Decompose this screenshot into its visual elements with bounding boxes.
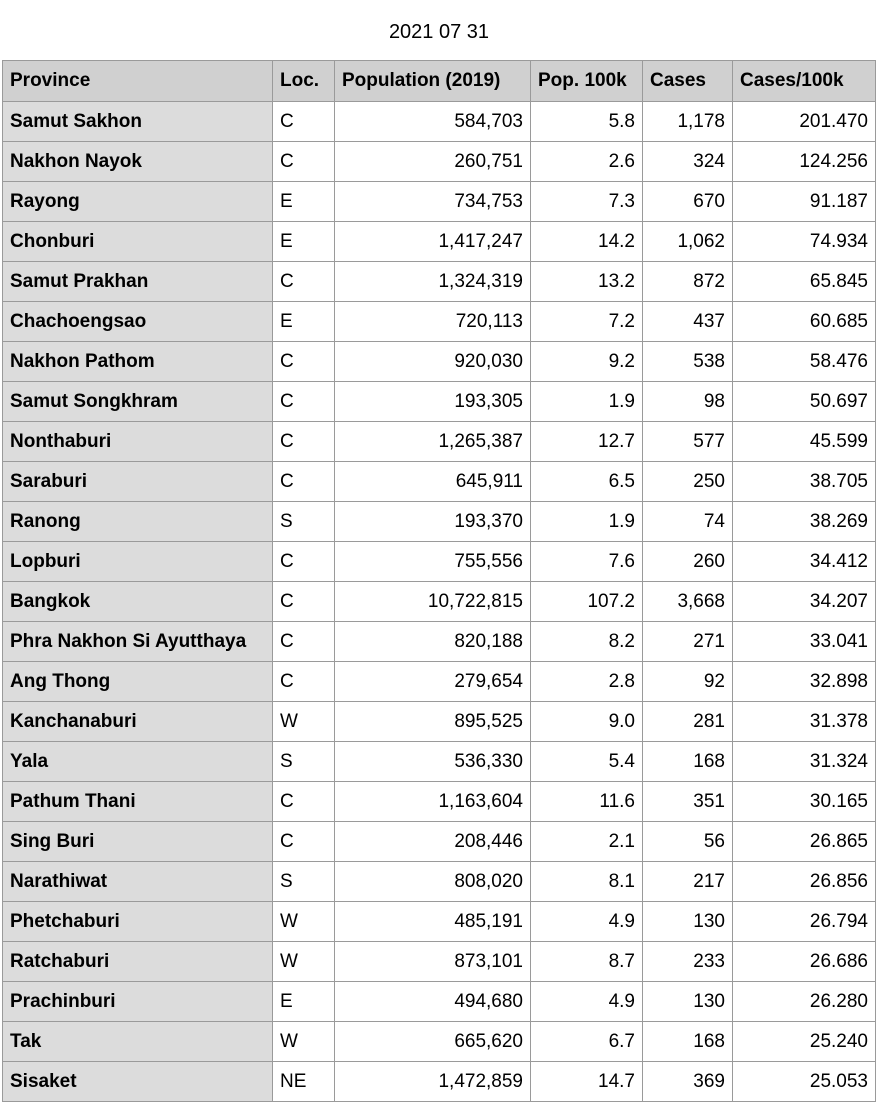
- cases-cell: 538: [643, 342, 733, 382]
- table-row: [3, 142, 876, 182]
- column-header-population: Population (2019): [335, 61, 531, 102]
- cases-per-100k-cell: 34.207: [733, 582, 876, 622]
- cases-per-100k-cell: 74.934: [733, 222, 876, 262]
- column-header-loc: Loc.: [273, 61, 335, 102]
- population-cell: 920,030: [335, 342, 531, 382]
- cases-per-100k-cell: 60.685: [733, 302, 876, 342]
- pop-100k-cell: 8.2: [531, 622, 643, 662]
- cases-cell: 130: [643, 902, 733, 942]
- column-header-cases: Cases: [643, 61, 733, 102]
- cases-cell: 670: [643, 182, 733, 222]
- cases-per-100k-cell: 58.476: [733, 342, 876, 382]
- population-cell: 1,163,604: [335, 782, 531, 822]
- pop-100k-cell: 13.2: [531, 262, 643, 302]
- province-cell: Ranong: [3, 502, 273, 542]
- cases-cell: 260: [643, 542, 733, 582]
- table-row: [3, 862, 876, 902]
- cases-per-100k-cell: 65.845: [733, 262, 876, 302]
- table-row: [3, 582, 876, 622]
- pop-100k-cell: 7.6: [531, 542, 643, 582]
- population-cell: 645,911: [335, 462, 531, 502]
- province-cell: Narathiwat: [3, 862, 273, 902]
- population-cell: 895,525: [335, 702, 531, 742]
- table-row: [3, 302, 876, 342]
- cases-per-100k-cell: 45.599: [733, 422, 876, 462]
- loc-cell: C: [273, 462, 335, 502]
- population-cell: 10,722,815: [335, 582, 531, 622]
- population-cell: 1,324,319: [335, 262, 531, 302]
- table-row: [3, 662, 876, 702]
- table-row: [3, 182, 876, 222]
- cases-per-100k-cell: 124.256: [733, 142, 876, 182]
- cases-cell: 351: [643, 782, 733, 822]
- pop-100k-cell: 14.7: [531, 1062, 643, 1102]
- table-body: [3, 102, 876, 1102]
- loc-cell: C: [273, 342, 335, 382]
- province-cell: Samut Prakhan: [3, 262, 273, 302]
- pop-100k-cell: 107.2: [531, 582, 643, 622]
- cases-cell: 577: [643, 422, 733, 462]
- population-cell: 193,305: [335, 382, 531, 422]
- loc-cell: C: [273, 142, 335, 182]
- pop-100k-cell: 8.1: [531, 862, 643, 902]
- pop-100k-cell: 6.5: [531, 462, 643, 502]
- cases-cell: 3,668: [643, 582, 733, 622]
- loc-cell: E: [273, 982, 335, 1022]
- population-cell: 820,188: [335, 622, 531, 662]
- pop-100k-cell: 9.2: [531, 342, 643, 382]
- population-cell: 755,556: [335, 542, 531, 582]
- pop-100k-cell: 12.7: [531, 422, 643, 462]
- loc-cell: NE: [273, 1062, 335, 1102]
- population-cell: 720,113: [335, 302, 531, 342]
- province-cell: Bangkok: [3, 582, 273, 622]
- province-cell: Prachinburi: [3, 982, 273, 1022]
- column-header-pop-100k: Pop. 100k: [531, 61, 643, 102]
- cases-cell: 1,062: [643, 222, 733, 262]
- pop-100k-cell: 7.3: [531, 182, 643, 222]
- loc-cell: E: [273, 222, 335, 262]
- province-cell: Chonburi: [3, 222, 273, 262]
- cases-per-100k-cell: 31.324: [733, 742, 876, 782]
- population-cell: 665,620: [335, 1022, 531, 1062]
- population-cell: 1,417,247: [335, 222, 531, 262]
- cases-per-100k-cell: 25.053: [733, 1062, 876, 1102]
- province-cell: Phetchaburi: [3, 902, 273, 942]
- cases-per-100k-cell: 25.240: [733, 1022, 876, 1062]
- population-cell: 260,751: [335, 142, 531, 182]
- table-row: [3, 502, 876, 542]
- header-row: [3, 61, 876, 102]
- cases-per-100k-cell: 201.470: [733, 102, 876, 142]
- loc-cell: C: [273, 662, 335, 702]
- table-row: [3, 542, 876, 582]
- province-cell: Tak: [3, 1022, 273, 1062]
- column-header-province: Province: [3, 61, 273, 102]
- province-cell: Ratchaburi: [3, 942, 273, 982]
- data-table: [2, 60, 876, 1102]
- population-cell: 1,265,387: [335, 422, 531, 462]
- cases-cell: 271: [643, 622, 733, 662]
- cases-per-100k-cell: 26.280: [733, 982, 876, 1022]
- pop-100k-cell: 6.7: [531, 1022, 643, 1062]
- population-cell: 536,330: [335, 742, 531, 782]
- table-row: [3, 702, 876, 742]
- province-cell: Sisaket: [3, 1062, 273, 1102]
- table-row: [3, 902, 876, 942]
- province-cell: Phra Nakhon Si Ayutthaya: [3, 622, 273, 662]
- pop-100k-cell: 1.9: [531, 502, 643, 542]
- province-cell: Nakhon Pathom: [3, 342, 273, 382]
- population-cell: 485,191: [335, 902, 531, 942]
- cases-per-100k-cell: 38.705: [733, 462, 876, 502]
- cases-cell: 217: [643, 862, 733, 902]
- page-title: 2021 07 31: [388, 21, 490, 43]
- loc-cell: C: [273, 822, 335, 862]
- loc-cell: C: [273, 382, 335, 422]
- cases-per-100k-cell: 34.412: [733, 542, 876, 582]
- cases-per-100k-cell: 32.898: [733, 662, 876, 702]
- cases-per-100k-cell: 33.041: [733, 622, 876, 662]
- cases-cell: 168: [643, 1022, 733, 1062]
- table-row: [3, 222, 876, 262]
- loc-cell: E: [273, 182, 335, 222]
- table-row: [3, 822, 876, 862]
- cases-cell: 369: [643, 1062, 733, 1102]
- province-cell: Kanchanaburi: [3, 702, 273, 742]
- cases-per-100k-cell: 30.165: [733, 782, 876, 822]
- cases-cell: 250: [643, 462, 733, 502]
- table-row: [3, 262, 876, 302]
- table-row: [3, 342, 876, 382]
- province-cell: Rayong: [3, 182, 273, 222]
- loc-cell: S: [273, 862, 335, 902]
- population-cell: 734,753: [335, 182, 531, 222]
- cases-per-100k-cell: 26.794: [733, 902, 876, 942]
- pop-100k-cell: 1.9: [531, 382, 643, 422]
- pop-100k-cell: 2.6: [531, 142, 643, 182]
- pop-100k-cell: 14.2: [531, 222, 643, 262]
- loc-cell: S: [273, 742, 335, 782]
- cases-per-100k-cell: 31.378: [733, 702, 876, 742]
- population-cell: 494,680: [335, 982, 531, 1022]
- population-cell: 873,101: [335, 942, 531, 982]
- cases-cell: 98: [643, 382, 733, 422]
- province-cell: Samut Songkhram: [3, 382, 273, 422]
- cases-cell: 1,178: [643, 102, 733, 142]
- province-cell: Samut Sakhon: [3, 102, 273, 142]
- table-row: [3, 622, 876, 662]
- population-cell: 193,370: [335, 502, 531, 542]
- table-row: [3, 102, 876, 142]
- population-cell: 208,446: [335, 822, 531, 862]
- table-row: [3, 382, 876, 422]
- loc-cell: W: [273, 942, 335, 982]
- population-cell: 808,020: [335, 862, 531, 902]
- loc-cell: C: [273, 422, 335, 462]
- pop-100k-cell: 11.6: [531, 782, 643, 822]
- loc-cell: C: [273, 782, 335, 822]
- cases-cell: 233: [643, 942, 733, 982]
- pop-100k-cell: 7.2: [531, 302, 643, 342]
- population-cell: 1,472,859: [335, 1062, 531, 1102]
- loc-cell: W: [273, 1022, 335, 1062]
- loc-cell: C: [273, 582, 335, 622]
- column-header-cases-per-100k: Cases/100k: [733, 61, 876, 102]
- pop-100k-cell: 9.0: [531, 702, 643, 742]
- table-row: [3, 1022, 876, 1062]
- cases-per-100k-cell: 50.697: [733, 382, 876, 422]
- table-row: [3, 1062, 876, 1102]
- province-cell: Yala: [3, 742, 273, 782]
- pop-100k-cell: 4.9: [531, 902, 643, 942]
- province-cell: Lopburi: [3, 542, 273, 582]
- pop-100k-cell: 5.4: [531, 742, 643, 782]
- loc-cell: S: [273, 502, 335, 542]
- loc-cell: W: [273, 702, 335, 742]
- cases-per-100k-cell: 26.865: [733, 822, 876, 862]
- population-cell: 584,703: [335, 102, 531, 142]
- pop-100k-cell: 2.1: [531, 822, 643, 862]
- province-cell: Pathum Thani: [3, 782, 273, 822]
- province-cell: Nakhon Nayok: [3, 142, 273, 182]
- cases-cell: 168: [643, 742, 733, 782]
- cases-per-100k-cell: 91.187: [733, 182, 876, 222]
- pop-100k-cell: 5.8: [531, 102, 643, 142]
- province-cell: Sing Buri: [3, 822, 273, 862]
- cases-per-100k-cell: 26.686: [733, 942, 876, 982]
- pop-100k-cell: 8.7: [531, 942, 643, 982]
- cases-cell: 872: [643, 262, 733, 302]
- cases-cell: 281: [643, 702, 733, 742]
- province-cell: Ang Thong: [3, 662, 273, 702]
- cases-per-100k-cell: 38.269: [733, 502, 876, 542]
- table-row: [3, 942, 876, 982]
- table-row: [3, 982, 876, 1022]
- cases-per-100k-cell: 26.856: [733, 862, 876, 902]
- table-row: [3, 782, 876, 822]
- cases-cell: 56: [643, 822, 733, 862]
- cases-cell: 437: [643, 302, 733, 342]
- table-row: [3, 462, 876, 502]
- table-row: [3, 742, 876, 782]
- pop-100k-cell: 2.8: [531, 662, 643, 702]
- loc-cell: C: [273, 262, 335, 302]
- province-cell: Chachoengsao: [3, 302, 273, 342]
- table-row: [3, 422, 876, 462]
- loc-cell: C: [273, 542, 335, 582]
- cases-cell: 92: [643, 662, 733, 702]
- loc-cell: C: [273, 102, 335, 142]
- province-cell: Nonthaburi: [3, 422, 273, 462]
- pop-100k-cell: 4.9: [531, 982, 643, 1022]
- cases-cell: 324: [643, 142, 733, 182]
- table-header: [3, 61, 876, 102]
- population-cell: 279,654: [335, 662, 531, 702]
- cases-cell: 74: [643, 502, 733, 542]
- loc-cell: E: [273, 302, 335, 342]
- cases-cell: 130: [643, 982, 733, 1022]
- province-cell: Saraburi: [3, 462, 273, 502]
- loc-cell: W: [273, 902, 335, 942]
- loc-cell: C: [273, 622, 335, 662]
